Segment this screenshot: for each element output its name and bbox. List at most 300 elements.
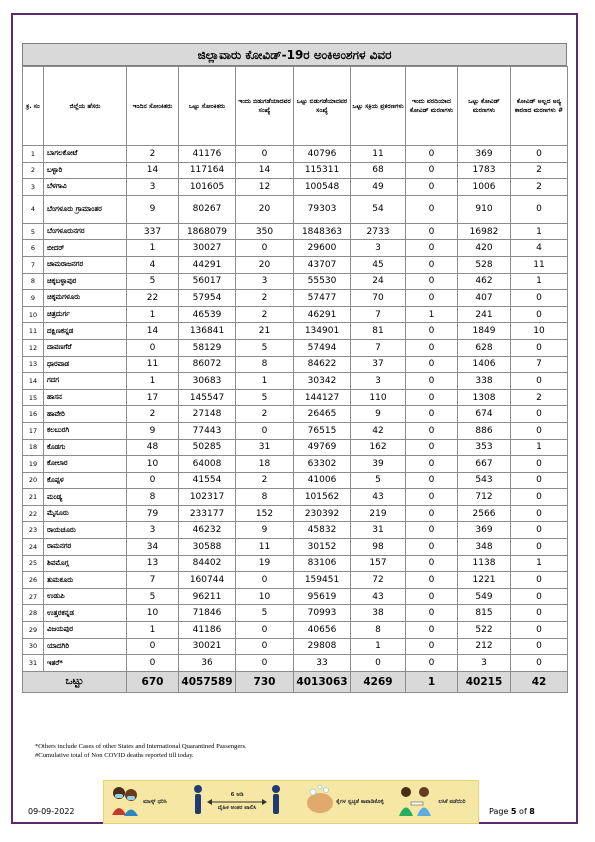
cell-total-infected: 30588 <box>179 539 236 556</box>
mask-people-icon <box>110 783 140 821</box>
cell-active-cases: 1 <box>351 638 406 655</box>
cell-total-infected: 41176 <box>179 146 236 163</box>
cell-today-deaths: 0 <box>406 323 458 340</box>
cell-active-cases: 54 <box>351 195 406 223</box>
cell-today-deaths: 0 <box>406 505 458 522</box>
cell-district: ಚಿಕ್ಕಬಳ್ಳಾಪುರ <box>44 273 127 290</box>
cell-today-discharged: 20 <box>236 195 294 223</box>
cell-district: ಹಾವೇರಿ <box>44 406 127 423</box>
cell-total-discharged: 29600 <box>294 240 351 257</box>
header-district: ಜಿಲ್ಲೆಯ ಹೆಸರು <box>44 67 127 146</box>
cell-non-covid-deaths: 11 <box>511 256 568 273</box>
cell-active-cases: 98 <box>351 539 406 556</box>
total-today-deaths: 1 <box>406 671 458 692</box>
header-today-discharged: ಇಂದು ಬಿಡುಗಡೆಯಾದವರ ಸಂಖ್ಯೆ <box>236 67 294 146</box>
cell-total-discharged: 26465 <box>294 406 351 423</box>
cell-total-discharged: 41006 <box>294 472 351 489</box>
cell-non-covid-deaths: 1 <box>511 555 568 572</box>
cell-non-covid-deaths: 0 <box>511 638 568 655</box>
cell-total-discharged: 70993 <box>294 605 351 622</box>
cell-total-deaths: 667 <box>458 456 511 473</box>
cell-district: ಹಾಸನ <box>44 389 127 406</box>
distance-segment <box>178 781 296 823</box>
cell-today-infected: 10 <box>127 605 179 622</box>
cell-today-infected: 0 <box>127 655 179 672</box>
cell-total-infected: 145547 <box>179 389 236 406</box>
cell-non-covid-deaths: 0 <box>511 655 568 672</box>
cell-today-deaths: 0 <box>406 240 458 257</box>
cell-total-deaths: 369 <box>458 522 511 539</box>
cell-active-cases: 7 <box>351 306 406 323</box>
cell-district: ರಾಮನಗರ <box>44 539 127 556</box>
footnote-non-covid: #Cumulative total of Non COVID deaths reported till today. <box>35 751 194 759</box>
cell-non-covid-deaths: 0 <box>511 522 568 539</box>
cell-non-covid-deaths: 2 <box>511 389 568 406</box>
header-today-infected: ಇಂದಿನ ಸೋಂಕಿತರು <box>127 67 179 146</box>
cell-total-infected: 136841 <box>179 323 236 340</box>
cell-today-discharged: 0 <box>236 622 294 639</box>
cell-total-deaths: 1783 <box>458 162 511 179</box>
cell-district: ಬೀದರ್ <box>44 240 127 257</box>
cell-district: ಚಾಮರಾಜನಗರ <box>44 256 127 273</box>
covid-district-table-sheet <box>22 43 567 693</box>
cell-serial: 9 <box>23 290 44 307</box>
cell-today-deaths: 0 <box>406 339 458 356</box>
table-body <box>23 146 568 672</box>
cell-non-covid-deaths: 0 <box>511 306 568 323</box>
table-row <box>23 323 568 340</box>
cell-total-discharged: 95619 <box>294 588 351 605</box>
cell-serial: 19 <box>23 456 44 473</box>
cell-total-discharged: 79303 <box>294 195 351 223</box>
page-current: 5 <box>510 807 517 816</box>
cell-district: ಬೆಂಗಳೂರು ಗ್ರಾಮಾಂತರ <box>44 195 127 223</box>
footnote-others: *Others include Cases of other States and International Quarantined Passengers. <box>35 743 247 750</box>
cell-non-covid-deaths: 10 <box>511 323 568 340</box>
cell-total-infected: 160744 <box>179 572 236 589</box>
cell-district: ಮಂಡ್ಯ <box>44 489 127 506</box>
vaccination-icon <box>396 783 436 821</box>
total-total-deaths: 40215 <box>458 671 511 692</box>
cell-total-deaths: 3 <box>458 655 511 672</box>
handwash-segment <box>304 781 390 823</box>
cell-total-discharged: 40796 <box>294 146 351 163</box>
cell-total-discharged: 101562 <box>294 489 351 506</box>
cell-total-deaths: 1849 <box>458 323 511 340</box>
cell-serial: 23 <box>23 522 44 539</box>
cell-today-discharged: 5 <box>236 339 294 356</box>
cell-today-discharged: 0 <box>236 146 294 163</box>
table-row <box>23 373 568 390</box>
cell-serial: 10 <box>23 306 44 323</box>
cell-today-deaths: 0 <box>406 162 458 179</box>
cell-total-infected: 27148 <box>179 406 236 423</box>
cell-total-infected: 44291 <box>179 256 236 273</box>
table-row <box>23 539 568 556</box>
cell-active-cases: 110 <box>351 389 406 406</box>
cell-serial: 8 <box>23 273 44 290</box>
cell-active-cases: 72 <box>351 572 406 589</box>
cell-today-deaths: 0 <box>406 539 458 556</box>
cell-total-infected: 57954 <box>179 290 236 307</box>
cell-today-infected: 7 <box>127 572 179 589</box>
cell-today-infected: 9 <box>127 195 179 223</box>
cell-today-infected: 11 <box>127 356 179 373</box>
person-left-icon <box>193 784 203 820</box>
cell-total-deaths: 815 <box>458 605 511 622</box>
cell-today-deaths: 0 <box>406 572 458 589</box>
cell-today-discharged: 9 <box>236 522 294 539</box>
cell-today-discharged: 2 <box>236 306 294 323</box>
cell-total-infected: 50285 <box>179 439 236 456</box>
cell-total-infected: 80267 <box>179 195 236 223</box>
cell-active-cases: 49 <box>351 179 406 196</box>
cell-district: ಉಡುಪಿ <box>44 588 127 605</box>
cell-total-discharged: 55530 <box>294 273 351 290</box>
cell-total-infected: 77443 <box>179 422 236 439</box>
cell-active-cases: 81 <box>351 323 406 340</box>
cell-total-infected: 41554 <box>179 472 236 489</box>
table-row <box>23 422 568 439</box>
table-row <box>23 456 568 473</box>
cell-total-deaths: 1221 <box>458 572 511 589</box>
cell-total-deaths: 549 <box>458 588 511 605</box>
cell-today-infected: 9 <box>127 422 179 439</box>
cell-today-deaths: 0 <box>406 373 458 390</box>
page-prefix: Page <box>489 807 511 816</box>
handwash-label: ಕೈಗಳ ಸ್ವಚ್ಛತೆ ಕಾಪಾಡಿಕೊಳ್ಳಿ <box>336 798 384 805</box>
cell-total-deaths: 910 <box>458 195 511 223</box>
cell-total-infected: 101605 <box>179 179 236 196</box>
distance-value: 6 ಅಡಿ <box>230 792 244 798</box>
total-row <box>23 671 568 692</box>
total-total-infected: 4057589 <box>179 671 236 692</box>
cell-total-infected: 96211 <box>179 588 236 605</box>
cell-today-discharged: 20 <box>236 256 294 273</box>
cell-total-deaths: 212 <box>458 638 511 655</box>
mask-segment <box>110 781 174 823</box>
cell-total-infected: 117164 <box>179 162 236 179</box>
district-stats-table <box>22 66 568 693</box>
cell-today-deaths: 0 <box>406 655 458 672</box>
cell-total-infected: 41186 <box>179 622 236 639</box>
table-row <box>23 489 568 506</box>
cell-total-infected: 30683 <box>179 373 236 390</box>
cell-total-deaths: 674 <box>458 406 511 423</box>
cell-today-infected: 5 <box>127 273 179 290</box>
cell-today-infected: 3 <box>127 179 179 196</box>
cell-today-infected: 14 <box>127 162 179 179</box>
cell-today-deaths: 0 <box>406 456 458 473</box>
cell-district: ವಿಜಯಪುರ <box>44 622 127 639</box>
person-right-icon <box>271 784 281 820</box>
total-active-cases: 4269 <box>351 671 406 692</box>
cell-today-infected: 1 <box>127 373 179 390</box>
cell-today-deaths: 0 <box>406 273 458 290</box>
cell-total-infected: 58129 <box>179 339 236 356</box>
cell-active-cases: 9 <box>351 406 406 423</box>
cell-today-infected: 17 <box>127 389 179 406</box>
cell-total-discharged: 57477 <box>294 290 351 307</box>
table-row <box>23 472 568 489</box>
cell-today-infected: 13 <box>127 555 179 572</box>
cell-district: ಕೋಲಾರ <box>44 456 127 473</box>
cell-today-discharged: 0 <box>236 422 294 439</box>
cell-active-cases: 42 <box>351 422 406 439</box>
cell-total-discharged: 100548 <box>294 179 351 196</box>
table-row <box>23 273 568 290</box>
cell-serial: 31 <box>23 655 44 672</box>
cell-total-infected: 46539 <box>179 306 236 323</box>
table-row <box>23 605 568 622</box>
page-total: 8 <box>529 807 535 816</box>
table-row <box>23 572 568 589</box>
cell-total-deaths: 407 <box>458 290 511 307</box>
cell-serial: 25 <box>23 555 44 572</box>
table-row <box>23 439 568 456</box>
table-row <box>23 555 568 572</box>
cell-serial: 5 <box>23 223 44 240</box>
mask-label: ಮಾಸ್ಕ್ ಧರಿಸಿ <box>143 798 167 805</box>
cell-total-deaths: 522 <box>458 622 511 639</box>
cell-active-cases: 37 <box>351 356 406 373</box>
cell-total-discharged: 40656 <box>294 622 351 639</box>
cell-active-cases: 43 <box>351 489 406 506</box>
cell-serial: 13 <box>23 356 44 373</box>
cell-total-infected: 30021 <box>179 638 236 655</box>
cell-total-discharged: 30152 <box>294 539 351 556</box>
cell-district: ಇತರೆ* <box>44 655 127 672</box>
cell-non-covid-deaths: 2 <box>511 162 568 179</box>
cell-district: ಯಾದಗಿರಿ <box>44 638 127 655</box>
cell-today-deaths: 0 <box>406 638 458 655</box>
cell-today-deaths: 0 <box>406 422 458 439</box>
cell-total-discharged: 1848363 <box>294 223 351 240</box>
cell-serial: 6 <box>23 240 44 257</box>
cell-total-discharged: 29808 <box>294 638 351 655</box>
cell-today-infected: 48 <box>127 439 179 456</box>
cell-district: ತುಮಕೂರು <box>44 572 127 589</box>
cell-district: ಚಿತ್ರದುರ್ಗ <box>44 306 127 323</box>
cell-active-cases: 0 <box>351 655 406 672</box>
table-row <box>23 588 568 605</box>
cell-serial: 7 <box>23 256 44 273</box>
cell-today-deaths: 0 <box>406 389 458 406</box>
cell-today-deaths: 0 <box>406 555 458 572</box>
cell-today-discharged: 152 <box>236 505 294 522</box>
cell-total-deaths: 241 <box>458 306 511 323</box>
cell-today-infected: 0 <box>127 472 179 489</box>
cell-total-deaths: 16982 <box>458 223 511 240</box>
cell-total-infected: 102317 <box>179 489 236 506</box>
cell-serial: 28 <box>23 605 44 622</box>
cell-today-infected: 2 <box>127 146 179 163</box>
cell-today-deaths: 0 <box>406 489 458 506</box>
cell-total-infected: 86072 <box>179 356 236 373</box>
cell-active-cases: 11 <box>351 146 406 163</box>
table-row <box>23 146 568 163</box>
cell-today-discharged: 21 <box>236 323 294 340</box>
cell-district: ಮೈಸೂರು <box>44 505 127 522</box>
table-title: ಜಿಲ್ಲಾವಾರು ಕೋವಿಡ್-19ರ ಅಂಕಿಅಂಶಗಳ ವಿವರ <box>22 43 567 66</box>
cell-non-covid-deaths: 0 <box>511 622 568 639</box>
cell-today-infected: 337 <box>127 223 179 240</box>
cell-today-discharged: 12 <box>236 179 294 196</box>
cell-total-deaths: 1308 <box>458 389 511 406</box>
table-row <box>23 240 568 257</box>
cell-today-infected: 1 <box>127 622 179 639</box>
cell-serial: 1 <box>23 146 44 163</box>
cell-today-deaths: 0 <box>406 356 458 373</box>
cell-active-cases: 70 <box>351 290 406 307</box>
cell-active-cases: 2733 <box>351 223 406 240</box>
cell-serial: 14 <box>23 373 44 390</box>
cell-non-covid-deaths: 0 <box>511 489 568 506</box>
table-row <box>23 406 568 423</box>
distance-label: ದೈಹಿಕ ಅಂತರ ಪಾಲಿಸಿ <box>217 805 257 811</box>
cell-today-infected: 8 <box>127 489 179 506</box>
cell-district: ಬಾಗಲಕೋಟೆ <box>44 146 127 163</box>
cell-today-discharged: 2 <box>236 406 294 423</box>
cell-today-deaths: 0 <box>406 195 458 223</box>
cell-today-infected: 3 <box>127 522 179 539</box>
cell-today-infected: 0 <box>127 339 179 356</box>
cell-total-discharged: 33 <box>294 655 351 672</box>
cell-today-infected: 5 <box>127 588 179 605</box>
cell-total-discharged: 76515 <box>294 422 351 439</box>
cell-today-discharged: 8 <box>236 356 294 373</box>
cell-total-deaths: 420 <box>458 240 511 257</box>
table-row <box>23 179 568 196</box>
cell-total-deaths: 886 <box>458 422 511 439</box>
cell-active-cases: 7 <box>351 339 406 356</box>
cell-total-discharged: 45832 <box>294 522 351 539</box>
page-number <box>489 807 535 816</box>
table-row <box>23 223 568 240</box>
cell-active-cases: 31 <box>351 522 406 539</box>
header-total-discharged: ಒಟ್ಟು ಬಿಡುಗಡೆಯಾದವರ ಸಂಖ್ಯೆ <box>294 67 351 146</box>
cell-active-cases: 157 <box>351 555 406 572</box>
cell-district: ಬಳ್ಳಾರಿ <box>44 162 127 179</box>
cell-non-covid-deaths: 7 <box>511 356 568 373</box>
cell-serial: 2 <box>23 162 44 179</box>
table-row <box>23 195 568 223</box>
vaccine-label: ಲಸಿಕೆ ಪಡೆಯಿರಿ <box>438 798 466 805</box>
cell-today-discharged: 8 <box>236 489 294 506</box>
cell-total-deaths: 712 <box>458 489 511 506</box>
cell-serial: 12 <box>23 339 44 356</box>
cell-serial: 11 <box>23 323 44 340</box>
cell-today-discharged: 0 <box>236 655 294 672</box>
cell-today-discharged: 0 <box>236 572 294 589</box>
cell-today-infected: 0 <box>127 638 179 655</box>
cell-today-discharged: 19 <box>236 555 294 572</box>
cell-total-infected: 46232 <box>179 522 236 539</box>
cell-district: ಚಿಕ್ಕಮಗಳೂರು <box>44 290 127 307</box>
cell-district: ಕೊಪ್ಪಳ <box>44 472 127 489</box>
cell-today-infected: 22 <box>127 290 179 307</box>
cell-today-discharged: 2 <box>236 290 294 307</box>
cell-total-deaths: 462 <box>458 273 511 290</box>
cell-serial: 20 <box>23 472 44 489</box>
cell-district: ಉತ್ತರಕನ್ನಡ <box>44 605 127 622</box>
cell-district: ಗದಗ <box>44 373 127 390</box>
table-row <box>23 389 568 406</box>
cell-today-deaths: 0 <box>406 588 458 605</box>
header-row <box>23 67 568 146</box>
header-active-cases: ಒಟ್ಟು ಸಕ್ರಿಯ ಪ್ರಕರಣಗಳು <box>351 67 406 146</box>
cell-today-deaths: 0 <box>406 472 458 489</box>
cell-district: ರಾಯಚೂರು <box>44 522 127 539</box>
cell-today-discharged: 1 <box>236 373 294 390</box>
table-row <box>23 162 568 179</box>
cell-today-discharged: 350 <box>236 223 294 240</box>
total-today-discharged: 730 <box>236 671 294 692</box>
cell-total-infected: 64008 <box>179 456 236 473</box>
table-row <box>23 505 568 522</box>
cell-non-covid-deaths: 0 <box>511 146 568 163</box>
table-row <box>23 356 568 373</box>
cell-today-deaths: 0 <box>406 522 458 539</box>
cell-total-deaths: 543 <box>458 472 511 489</box>
cell-today-infected: 4 <box>127 256 179 273</box>
cell-active-cases: 219 <box>351 505 406 522</box>
cell-total-infected: 1868079 <box>179 223 236 240</box>
cell-total-discharged: 49769 <box>294 439 351 456</box>
cell-serial: 29 <box>23 622 44 639</box>
header-total-deaths: ಒಟ್ಟು ಕೋವಿಡ್ ಮರಣಗಳು <box>458 67 511 146</box>
cell-active-cases: 5 <box>351 472 406 489</box>
cell-non-covid-deaths: 0 <box>511 373 568 390</box>
cell-serial: 15 <box>23 389 44 406</box>
vaccine-segment <box>396 781 476 823</box>
cell-non-covid-deaths: 0 <box>511 422 568 439</box>
cell-total-discharged: 43707 <box>294 256 351 273</box>
cell-non-covid-deaths: 0 <box>511 572 568 589</box>
cell-total-infected: 71846 <box>179 605 236 622</box>
cell-total-discharged: 144127 <box>294 389 351 406</box>
cell-total-infected: 233177 <box>179 505 236 522</box>
cell-total-infected: 56017 <box>179 273 236 290</box>
cell-serial: 21 <box>23 489 44 506</box>
cell-active-cases: 43 <box>351 588 406 605</box>
cell-total-discharged: 134901 <box>294 323 351 340</box>
table-row <box>23 638 568 655</box>
cell-today-deaths: 0 <box>406 146 458 163</box>
cell-serial: 4 <box>23 195 44 223</box>
cell-today-deaths: 0 <box>406 223 458 240</box>
cell-today-deaths: 0 <box>406 622 458 639</box>
cell-district: ದಾವಣಗೆರೆ <box>44 339 127 356</box>
header-total-infected: ಒಟ್ಟು ಸೋಂಕಿತರು <box>179 67 236 146</box>
cell-total-deaths: 369 <box>458 146 511 163</box>
footnotes <box>35 743 247 760</box>
cell-today-discharged: 11 <box>236 539 294 556</box>
cell-serial: 30 <box>23 638 44 655</box>
cell-non-covid-deaths: 0 <box>511 406 568 423</box>
cell-district: ಧಾರವಾಡ <box>44 356 127 373</box>
cell-total-discharged: 57494 <box>294 339 351 356</box>
cell-today-infected: 34 <box>127 539 179 556</box>
cell-non-covid-deaths: 0 <box>511 588 568 605</box>
cell-active-cases: 38 <box>351 605 406 622</box>
cell-today-deaths: 0 <box>406 406 458 423</box>
cell-non-covid-deaths: 0 <box>511 456 568 473</box>
cell-active-cases: 45 <box>351 256 406 273</box>
cell-district: ಶಿವಮೊಗ್ಗ <box>44 555 127 572</box>
cell-total-discharged: 84622 <box>294 356 351 373</box>
total-label: ಒಟ್ಟು <box>23 671 127 692</box>
